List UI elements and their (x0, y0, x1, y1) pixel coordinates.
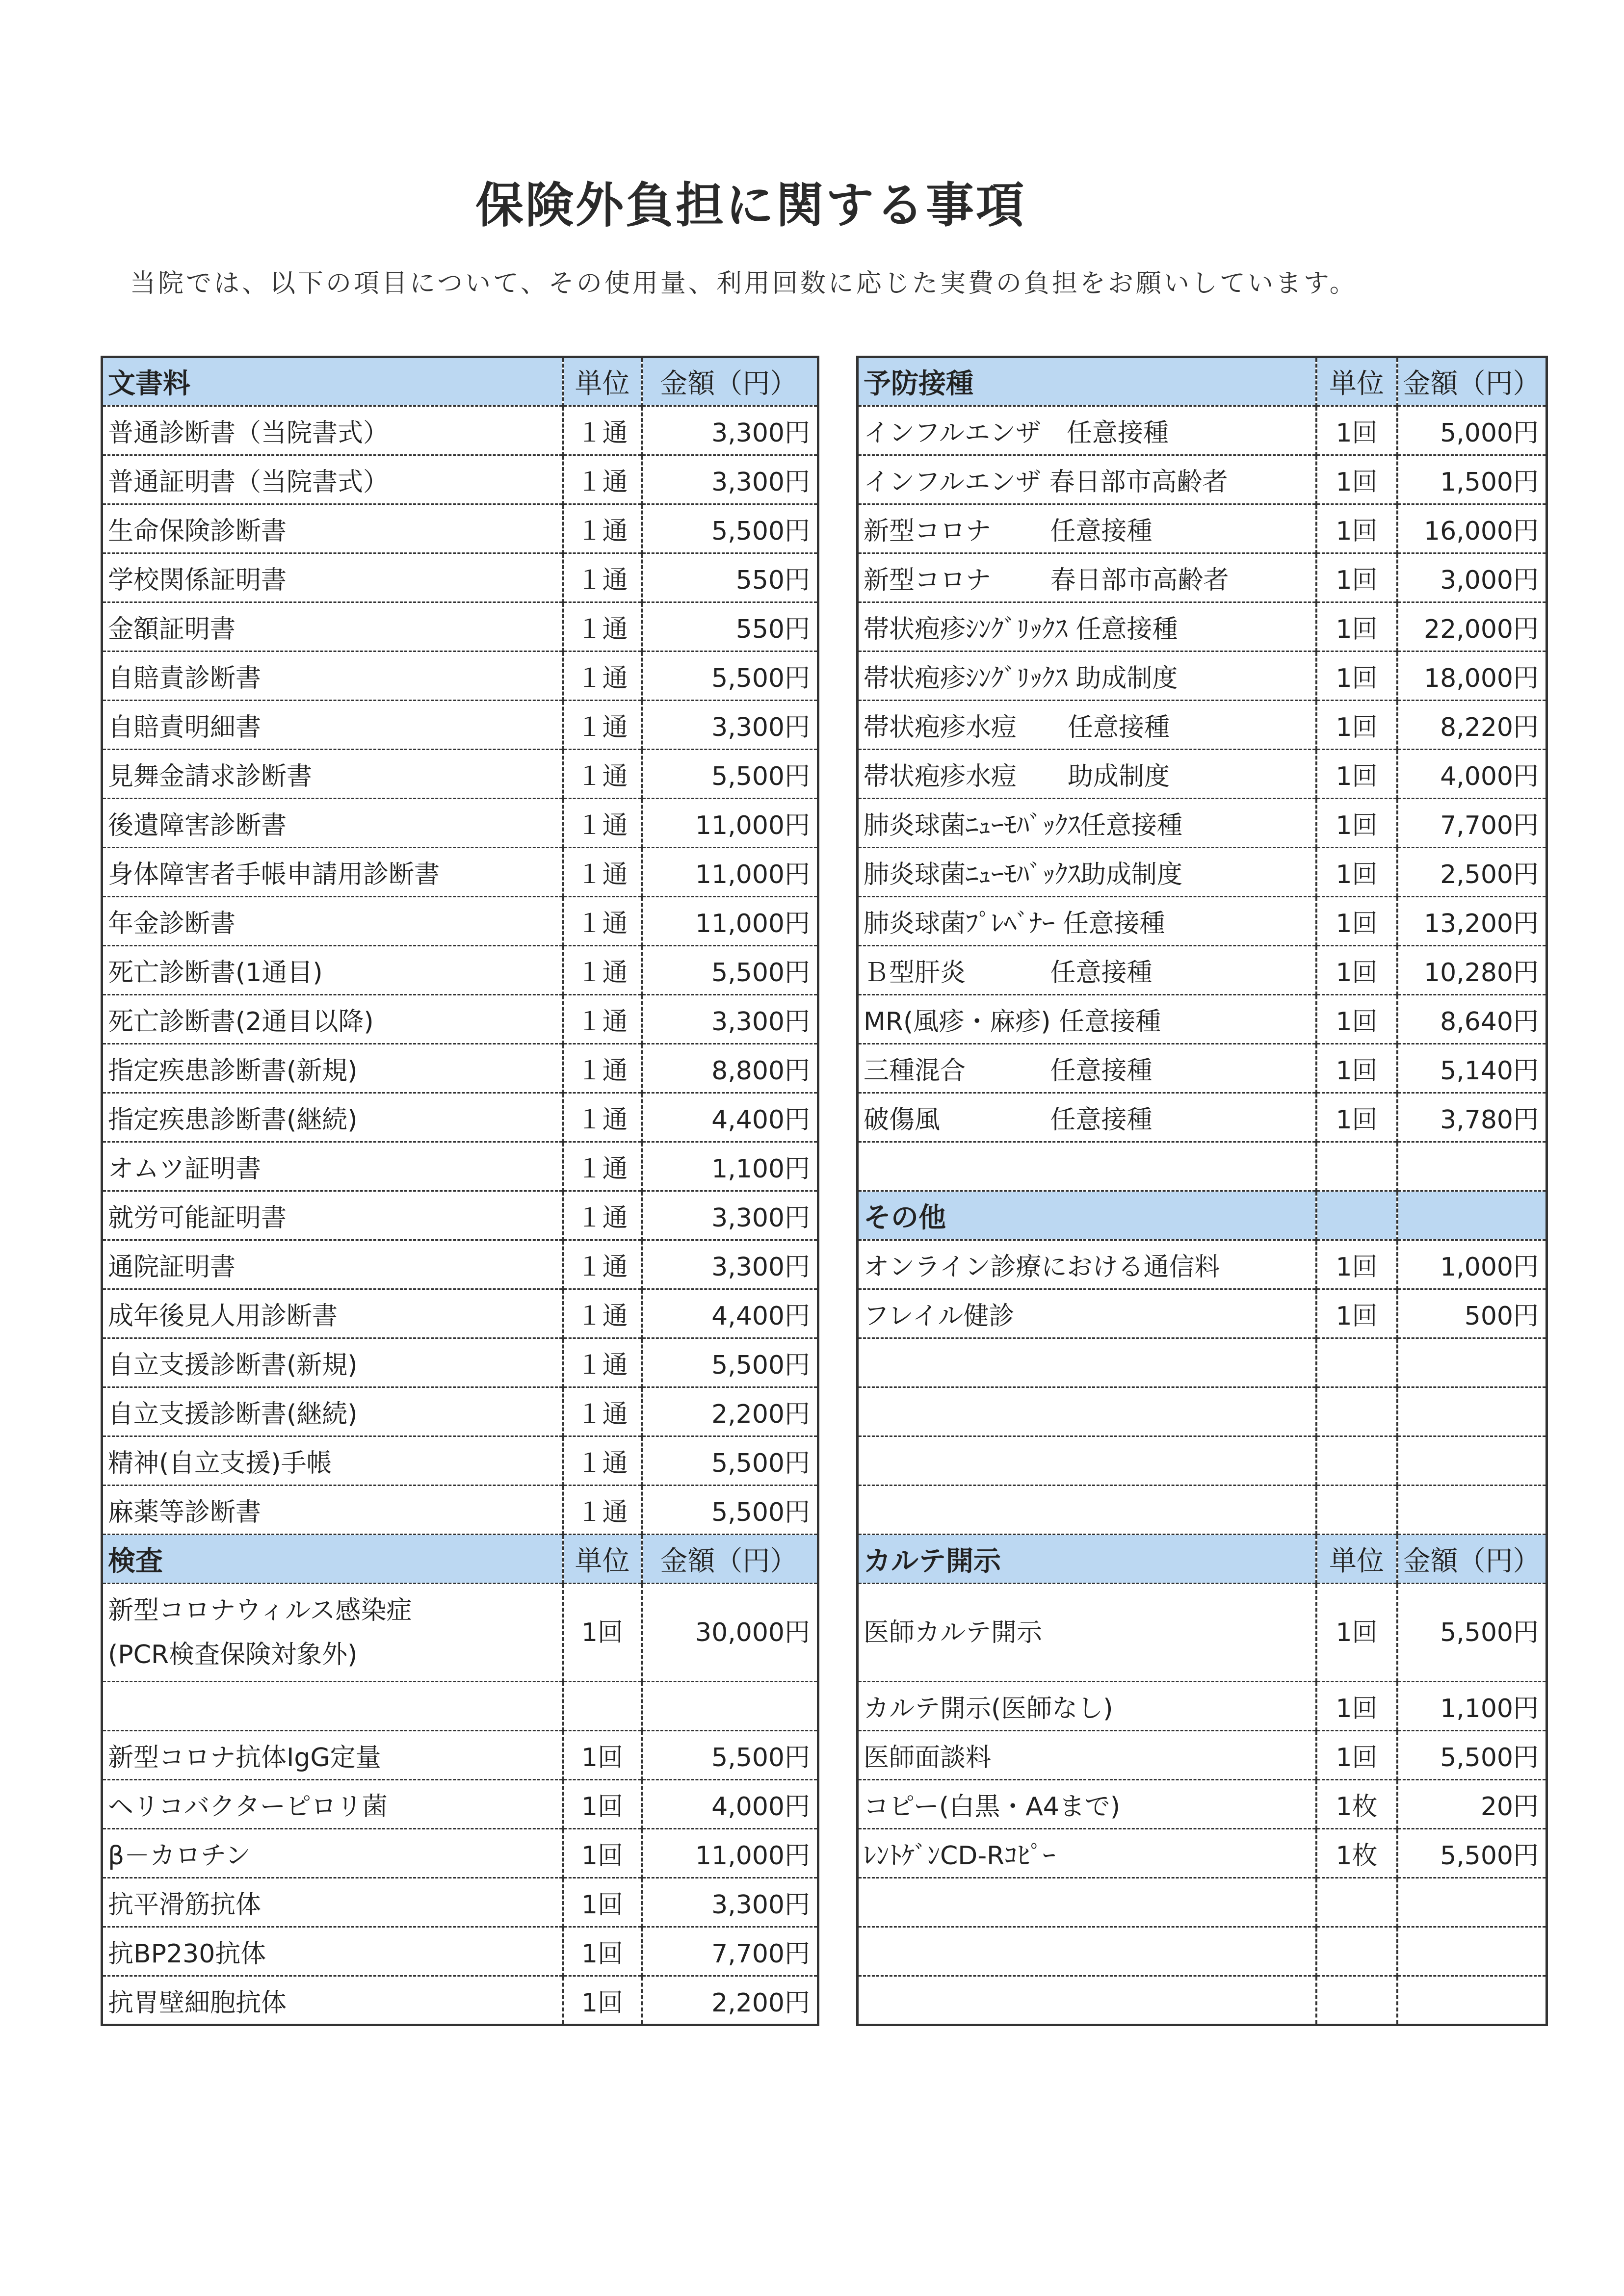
item-name: 帯状疱疹水痘 助成制度 (858, 750, 1316, 799)
item-price: 3,000円 (1397, 553, 1547, 602)
item-name: 肺炎球菌ﾆｭｰﾓﾊﾞｯｸｽ助成制度 (858, 848, 1316, 897)
item-unit: １通 (563, 1436, 642, 1486)
item-name: 帯状疱疹水痘 任意接種 (858, 701, 1316, 750)
other-section-header (858, 1191, 1547, 1240)
table-row (858, 406, 1547, 455)
item-name: 後遺障害診断書 (102, 799, 563, 848)
item-price: 20円 (1397, 1780, 1547, 1829)
item-unit: 1回 (1316, 946, 1397, 995)
table-row (102, 504, 818, 553)
item-unit: 1回 (1316, 995, 1397, 1044)
item-name: 成年後見人用診断書 (102, 1289, 563, 1338)
item-name: MR(風疹・麻疹) 任意接種 (858, 995, 1316, 1044)
table-row (858, 1584, 1547, 1682)
empty-cell (1316, 1486, 1397, 1535)
item-unit: 1回 (563, 1927, 642, 1976)
item-unit: １通 (563, 504, 642, 553)
empty-row (858, 1338, 1547, 1387)
item-price: 11,000円 (642, 799, 818, 848)
empty-cell (858, 1927, 1316, 1976)
item-name: インフルエンザ 任意接種 (858, 406, 1316, 455)
item-unit: 1回 (1316, 750, 1397, 799)
table-row (858, 602, 1547, 652)
item-unit: 1回 (1316, 553, 1397, 602)
intro-text: 当院では、以下の項目について、その使用量、利用回数に応じた実費の負担をお願いしています。 (130, 269, 1358, 298)
empty-cell (858, 1436, 1316, 1486)
table-row (858, 750, 1547, 799)
item-price: 5,500円 (1397, 1584, 1547, 1682)
table-row (102, 1584, 818, 1682)
item-name: 帯状疱疹ｼﾝｸﾞﾘｯｸｽ 任意接種 (858, 602, 1316, 652)
item-price: 4,000円 (1397, 750, 1547, 799)
item-price: 3,300円 (642, 1240, 818, 1289)
table-row (102, 1927, 818, 1976)
item-price: 1,100円 (642, 1142, 818, 1191)
item-name: 帯状疱疹ｼﾝｸﾞﾘｯｸｽ 助成制度 (858, 652, 1316, 701)
item-price: 1,000円 (1397, 1240, 1547, 1289)
table-row (102, 995, 818, 1044)
empty-cell (858, 1976, 1316, 2025)
item-price: 1,100円 (1397, 1682, 1547, 1731)
item-unit: 1回 (1316, 701, 1397, 750)
empty-cell (1397, 1142, 1547, 1191)
item-unit: １通 (563, 1486, 642, 1535)
table-row (858, 1240, 1547, 1289)
item-price: 7,700円 (642, 1927, 818, 1976)
table-row (102, 799, 818, 848)
unit-header: 単位 (1316, 357, 1397, 406)
empty-cell (1316, 1878, 1397, 1927)
table-row (858, 1044, 1547, 1093)
item-price: 550円 (642, 602, 818, 652)
tests-section-header (102, 1535, 818, 1584)
unit-header-empty (1316, 1191, 1397, 1240)
item-name: カルテ開示(医師なし) (858, 1682, 1316, 1731)
empty-row (858, 1927, 1547, 1976)
unit-header: 単位 (1316, 1535, 1397, 1584)
item-price: 5,500円 (642, 750, 818, 799)
item-price: 3,300円 (642, 406, 818, 455)
table-row (102, 1436, 818, 1486)
item-name: 自立支援診断書(新規) (102, 1338, 563, 1387)
empty-row (102, 1682, 818, 1731)
table-row (102, 406, 818, 455)
table-row (102, 553, 818, 602)
item-name: 死亡診断書(2通目以降) (102, 995, 563, 1044)
item-name: 精神(自立支援)手帳 (102, 1436, 563, 1486)
other-header-label: その他 (858, 1191, 1316, 1240)
item-price: 5,500円 (642, 1486, 818, 1535)
item-price: 2,200円 (642, 1387, 818, 1436)
item-unit: １通 (563, 1044, 642, 1093)
table-row (858, 1829, 1547, 1878)
empty-cell (1316, 1976, 1397, 2025)
item-name: 通院証明書 (102, 1240, 563, 1289)
item-name: 見舞金請求診断書 (102, 750, 563, 799)
item-price: 2,200円 (642, 1976, 818, 2025)
empty-cell (1316, 1387, 1397, 1436)
item-price: 550円 (642, 553, 818, 602)
item-name: 抗胃壁細胞抗体 (102, 1976, 563, 2025)
item-unit: １通 (563, 1338, 642, 1387)
item-name: オンライン診療における通信料 (858, 1240, 1316, 1289)
vaccination-header-label: 予防接種 (858, 357, 1316, 406)
table-row (102, 1142, 818, 1191)
item-name: 三種混合 任意接種 (858, 1044, 1316, 1093)
table-row (858, 1682, 1547, 1731)
item-unit: 1回 (563, 1976, 642, 2025)
item-price: 8,640円 (1397, 995, 1547, 1044)
table-row (858, 897, 1547, 946)
documents-section-header (102, 357, 818, 406)
item-price: 10,280円 (1397, 946, 1547, 995)
table-row (858, 1731, 1547, 1780)
item-price: 5,500円 (642, 946, 818, 995)
empty-cell (858, 1486, 1316, 1535)
item-name: 金額証明書 (102, 602, 563, 652)
item-unit: １通 (563, 1093, 642, 1142)
item-name: 生命保険診断書 (102, 504, 563, 553)
documents-header-label: 文書料 (102, 357, 563, 406)
empty-cell (1316, 1338, 1397, 1387)
table-row (102, 652, 818, 701)
table-row (102, 1044, 818, 1093)
table-row (858, 1780, 1547, 1829)
price-header: 金額（円） (642, 1535, 818, 1584)
empty-cell (858, 1142, 1316, 1191)
item-unit: 1回 (1316, 406, 1397, 455)
item-name: 抗平滑筋抗体 (102, 1878, 563, 1927)
item-name: 自賠責診断書 (102, 652, 563, 701)
item-unit: 1回 (1316, 1682, 1397, 1731)
table-row (102, 602, 818, 652)
item-name: 就労可能証明書 (102, 1191, 563, 1240)
empty-cell (563, 1682, 642, 1731)
empty-cell (1397, 1387, 1547, 1436)
records-section-header (858, 1535, 1547, 1584)
item-name: 新型コロナ抗体IgG定量 (102, 1731, 563, 1780)
item-price: 1,500円 (1397, 455, 1547, 504)
item-unit: １通 (563, 1387, 642, 1436)
empty-cell (858, 1878, 1316, 1927)
item-price: 11,000円 (642, 1829, 818, 1878)
table-row (102, 1731, 818, 1780)
item-name: 医師カルテ開示 (858, 1584, 1316, 1682)
table-row (858, 1289, 1547, 1338)
item-unit: 1回 (563, 1878, 642, 1927)
empty-row (858, 1387, 1547, 1436)
item-name: 学校関係証明書 (102, 553, 563, 602)
empty-cell (1397, 1927, 1547, 1976)
item-price: 5,500円 (642, 652, 818, 701)
table-row (102, 1338, 818, 1387)
item-name: 指定疾患診断書(継続) (102, 1093, 563, 1142)
item-unit: １通 (563, 1289, 642, 1338)
item-price: 3,300円 (642, 995, 818, 1044)
table-row (102, 1289, 818, 1338)
item-unit: １通 (563, 553, 642, 602)
item-unit: １通 (563, 602, 642, 652)
item-unit: １通 (563, 848, 642, 897)
item-price: 3,300円 (642, 1191, 818, 1240)
item-price: 5,500円 (642, 1338, 818, 1387)
records-header-label: カルテ開示 (858, 1535, 1316, 1584)
empty-cell (102, 1682, 563, 1731)
item-name: Ｂ型肝炎 任意接種 (858, 946, 1316, 995)
item-unit: 1枚 (1316, 1829, 1397, 1878)
price-header: 金額（円） (1397, 357, 1547, 406)
item-unit: １通 (563, 701, 642, 750)
item-unit: １通 (563, 946, 642, 995)
empty-row (858, 1976, 1547, 2025)
item-unit: １通 (563, 750, 642, 799)
item-unit: １通 (563, 897, 642, 946)
item-name: コピー(白黒・A4まで) (858, 1780, 1316, 1829)
item-price: 5,500円 (642, 504, 818, 553)
item-unit: １通 (563, 1240, 642, 1289)
table-row (102, 1829, 818, 1878)
price-header: 金額（円） (642, 357, 818, 406)
empty-cell (1397, 1976, 1547, 2025)
empty-cell (858, 1387, 1316, 1436)
item-price: 3,780円 (1397, 1093, 1547, 1142)
item-unit: 1回 (1316, 848, 1397, 897)
item-price: 13,200円 (1397, 897, 1547, 946)
item-unit: 1回 (1316, 897, 1397, 946)
item-price: 5,500円 (642, 1436, 818, 1486)
price-header-empty (1397, 1191, 1547, 1240)
item-unit: 1回 (1316, 1044, 1397, 1093)
table-row (102, 1240, 818, 1289)
item-name: 医師面談料 (858, 1731, 1316, 1780)
item-price: 11,000円 (642, 848, 818, 897)
table-row (858, 455, 1547, 504)
item-price: 2,500円 (1397, 848, 1547, 897)
empty-cell (1316, 1142, 1397, 1191)
item-price: 7,700円 (1397, 799, 1547, 848)
item-price: 4,000円 (642, 1780, 818, 1829)
tests-header-label: 検査 (102, 1535, 563, 1584)
table-row (102, 455, 818, 504)
page-title: 保険外負担に関する事項 (475, 178, 1026, 234)
unit-header: 単位 (563, 357, 642, 406)
item-name: ヘリコバクターピロリ菌 (102, 1780, 563, 1829)
item-name: 新型コロナ 任意接種 (858, 504, 1316, 553)
item-unit: １通 (563, 1142, 642, 1191)
item-price: 5,500円 (642, 1731, 818, 1780)
item-unit: 1回 (1316, 1093, 1397, 1142)
item-price: 4,400円 (642, 1093, 818, 1142)
table-row (858, 652, 1547, 701)
table-row (102, 1878, 818, 1927)
item-unit: 1回 (1316, 602, 1397, 652)
item-unit: 1回 (1316, 455, 1397, 504)
item-name: 肺炎球菌ﾆｭｰﾓﾊﾞｯｸｽ任意接種 (858, 799, 1316, 848)
table-row (858, 848, 1547, 897)
item-name (102, 1584, 563, 1682)
item-unit: 1回 (1316, 799, 1397, 848)
empty-cell (1316, 1436, 1397, 1486)
empty-cell (1397, 1338, 1547, 1387)
item-name: 死亡診断書(1通目) (102, 946, 563, 995)
item-name: 肺炎球菌ﾌﾟﾚﾍﾞﾅｰ 任意接種 (858, 897, 1316, 946)
item-price: 5,500円 (1397, 1829, 1547, 1878)
table-row (858, 553, 1547, 602)
item-price: 22,000円 (1397, 602, 1547, 652)
table-row (102, 1093, 818, 1142)
item-name-line1: 新型コロナウィルス感染症 (108, 1595, 412, 1625)
item-unit: １通 (563, 1191, 642, 1240)
table-row (102, 946, 818, 995)
item-unit: 1回 (1316, 652, 1397, 701)
item-name: 抗BP230抗体 (102, 1927, 563, 1976)
item-name: β－カロチン (102, 1829, 563, 1878)
item-name: 自賠責明細書 (102, 701, 563, 750)
empty-cell (858, 1338, 1316, 1387)
item-unit: 1回 (563, 1731, 642, 1780)
item-price: 18,000円 (1397, 652, 1547, 701)
item-unit: １通 (563, 652, 642, 701)
item-price: 3,300円 (642, 1878, 818, 1927)
item-unit: １通 (563, 995, 642, 1044)
item-price: 5,000円 (1397, 406, 1547, 455)
item-name: 麻薬等診断書 (102, 1486, 563, 1535)
item-name: ﾚﾝﾄｹﾞﾝCD-Rｺﾋﾟｰ (858, 1829, 1316, 1878)
empty-cell (642, 1682, 818, 1731)
table-row (102, 1191, 818, 1240)
empty-row (858, 1878, 1547, 1927)
table-row (102, 1780, 818, 1829)
table-row (858, 799, 1547, 848)
item-unit: １通 (563, 455, 642, 504)
left-fee-table (101, 356, 819, 2026)
table-row (102, 1486, 818, 1535)
item-name: インフルエンザ 春日部市高齢者 (858, 455, 1316, 504)
unit-header: 単位 (563, 1535, 642, 1584)
table-row (102, 701, 818, 750)
item-price: 16,000円 (1397, 504, 1547, 553)
table-row (858, 504, 1547, 553)
item-unit: 1回 (1316, 1289, 1397, 1338)
table-row (102, 897, 818, 946)
empty-row (858, 1436, 1547, 1486)
empty-cell (1397, 1486, 1547, 1535)
table-row (102, 1976, 818, 2025)
table-row (858, 1093, 1547, 1142)
table-row (102, 848, 818, 897)
item-price: 5,500円 (1397, 1731, 1547, 1780)
empty-cell (1316, 1927, 1397, 1976)
item-price: 3,300円 (642, 455, 818, 504)
item-unit: 1回 (563, 1780, 642, 1829)
item-name: 普通診断書（当院書式） (102, 406, 563, 455)
item-unit: １通 (563, 406, 642, 455)
item-name: フレイル健診 (858, 1289, 1316, 1338)
item-name: 破傷風 任意接種 (858, 1093, 1316, 1142)
table-row (102, 750, 818, 799)
empty-row (858, 1142, 1547, 1191)
item-name: 指定疾患診断書(新規) (102, 1044, 563, 1093)
item-price: 8,800円 (642, 1044, 818, 1093)
item-price: 4,400円 (642, 1289, 818, 1338)
price-header: 金額（円） (1397, 1535, 1547, 1584)
empty-cell (1397, 1878, 1547, 1927)
item-name: 年金診断書 (102, 897, 563, 946)
vaccination-section-header (858, 357, 1547, 406)
item-price: 11,000円 (642, 897, 818, 946)
item-price: 500円 (1397, 1289, 1547, 1338)
item-unit: 1回 (1316, 1584, 1397, 1682)
item-price: 3,300円 (642, 701, 818, 750)
item-name-line2: (PCR検査保険対象外) (108, 1640, 358, 1670)
item-unit: 1枚 (1316, 1780, 1397, 1829)
item-name: 新型コロナ 春日部市高齢者 (858, 553, 1316, 602)
item-price: 8,220円 (1397, 701, 1547, 750)
empty-row (858, 1486, 1547, 1535)
item-name: 身体障害者手帳申請用診断書 (102, 848, 563, 897)
empty-cell (1397, 1436, 1547, 1486)
item-unit: 1回 (1316, 1240, 1397, 1289)
item-unit: 1回 (563, 1829, 642, 1878)
item-unit: 1回 (563, 1584, 642, 1682)
table-row (102, 1387, 818, 1436)
table-row (858, 995, 1547, 1044)
item-name: オムツ証明書 (102, 1142, 563, 1191)
item-price: 30,000円 (642, 1584, 818, 1682)
item-name: 普通証明書（当院書式） (102, 455, 563, 504)
item-price: 5,140円 (1397, 1044, 1547, 1093)
item-name: 自立支援診断書(継続) (102, 1387, 563, 1436)
table-row (858, 946, 1547, 995)
item-unit: １通 (563, 799, 642, 848)
item-unit: 1回 (1316, 1731, 1397, 1780)
right-fee-table (856, 356, 1548, 2026)
item-unit: 1回 (1316, 504, 1397, 553)
table-row (858, 701, 1547, 750)
